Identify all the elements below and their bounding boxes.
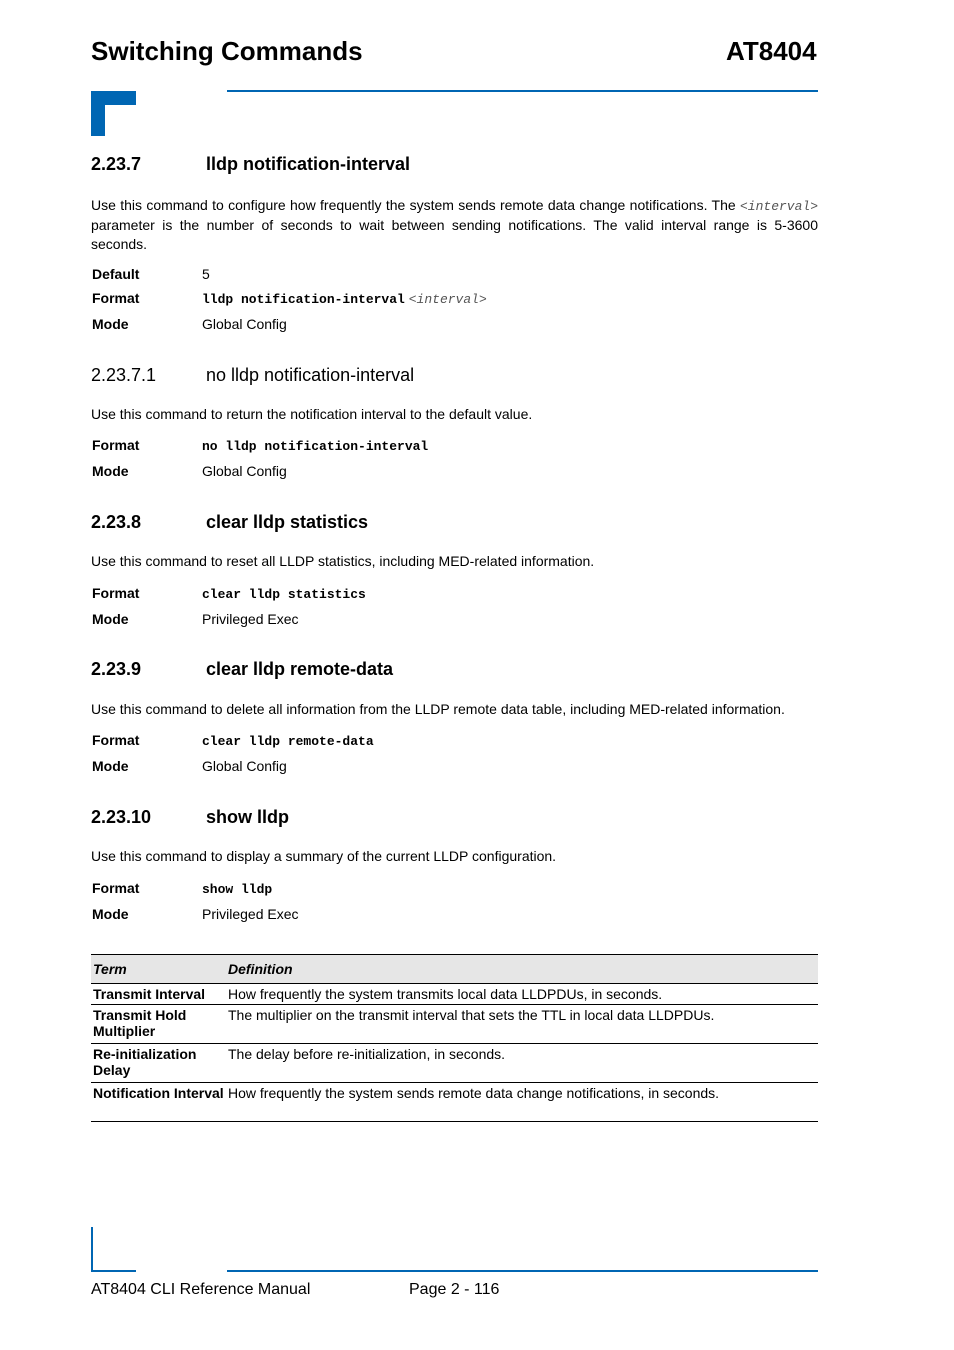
footer-page-number: Page 2 - 116 <box>409 1281 500 1298</box>
mode-value: Global Config <box>202 316 287 332</box>
command-details <box>92 433 818 483</box>
section-number: 2.23.8 <box>91 512 142 532</box>
section-description <box>91 196 818 254</box>
header-rule <box>227 90 818 92</box>
mode-label: Mode <box>92 316 129 332</box>
section-description: Use this command to delete all information from the LLDP remote data table, including MED-related information. <box>91 701 785 717</box>
section-description: Use this command to return the notification interval to the default value. <box>91 406 533 422</box>
mode-value: Global Config <box>202 758 287 774</box>
section-number: 2.23.9 <box>91 659 142 679</box>
footer-rule <box>227 1270 818 1272</box>
corner-mark-horizontal <box>91 91 136 105</box>
term-cell: Transmit Hold Multiplier <box>91 1005 226 1044</box>
mode-label: Mode <box>92 758 129 774</box>
command-details <box>92 876 818 926</box>
section-heading-2-23-10 <box>91 807 289 828</box>
definitions-table <box>91 954 818 1122</box>
format-command: clear lldp remote-data <box>202 734 374 749</box>
mode-value: Privileged Exec <box>202 611 299 627</box>
section-number: 2.23.10 <box>91 807 152 827</box>
format-command: show lldp <box>202 882 273 897</box>
section-title: lldp notification-interval <box>206 154 411 174</box>
section-title: clear lldp remote-data <box>206 659 394 679</box>
section-heading-2-23-7 <box>91 154 410 175</box>
format-label: Format <box>92 880 140 896</box>
format-command: no lldp notification-interval <box>202 439 429 454</box>
format-label: Format <box>92 585 140 601</box>
table-row <box>91 984 818 1005</box>
column-header-definition: Definition <box>226 955 818 984</box>
section-title: show lldp <box>206 807 289 827</box>
desc-text: Use this command to configure how frequently the system sends remote data change notifications. The <box>91 197 740 213</box>
section-title: clear lldp statistics <box>206 512 369 532</box>
term-cell: Transmit Interval <box>91 984 226 1005</box>
definition-cell: The multiplier on the transmit interval that sets the TTL in local data LLDPDUs. <box>226 1005 818 1044</box>
mode-value: Global Config <box>202 463 287 479</box>
section-heading-2-23-8 <box>91 512 368 533</box>
format-command: clear lldp statistics <box>202 587 366 602</box>
table-header-row <box>91 955 818 984</box>
section-description: Use this command to reset all LLDP statistics, including MED-related information. <box>91 553 595 569</box>
table-row <box>91 1044 818 1083</box>
section-title: no lldp notification-interval <box>206 365 415 385</box>
command-details <box>92 262 818 336</box>
table-row <box>91 1083 818 1122</box>
term-cell: Notification Interval <box>91 1083 226 1122</box>
section-heading-2-23-7-1 <box>91 365 414 386</box>
footer-corner-vertical <box>91 1227 93 1272</box>
default-value: 5 <box>202 266 210 282</box>
mode-value: Privileged Exec <box>202 906 299 922</box>
format-label: Format <box>92 437 140 453</box>
desc-text: parameter is the number of seconds to wait between sending notifications. The valid interval range is 5-3600 seconds. <box>91 217 818 252</box>
interval-param: <interval> <box>739 199 818 214</box>
definition-cell: How frequently the system sends remote data change notifications, in seconds. <box>226 1083 818 1122</box>
section-number: 2.23.7 <box>91 154 142 174</box>
mode-label: Mode <box>92 906 129 922</box>
footer-corner-horizontal <box>91 1270 136 1272</box>
term-cell: Re-initialization Delay <box>91 1044 226 1083</box>
mode-label: Mode <box>92 463 129 479</box>
header-title: Switching Commands <box>91 36 363 66</box>
format-label: Format <box>92 290 140 306</box>
table-row <box>91 1005 818 1044</box>
mode-label: Mode <box>92 611 129 627</box>
section-heading-2-23-9 <box>91 659 393 680</box>
command-details <box>92 581 818 631</box>
header-product: AT8404 <box>726 36 817 66</box>
command-details <box>92 728 818 778</box>
footer-manual-title: AT8404 CLI Reference Manual <box>91 1281 311 1298</box>
column-header-term: Term <box>91 955 226 984</box>
section-description: Use this command to display a summary of the current LLDP configuration. <box>91 848 557 864</box>
definition-cell: The delay before re-initialization, in seconds. <box>226 1044 818 1083</box>
default-label: Default <box>92 266 140 282</box>
format-label: Format <box>92 732 140 748</box>
section-number: 2.23.7.1 <box>91 365 157 385</box>
definition-cell: How frequently the system transmits local data LLDPDUs, in seconds. <box>226 984 818 1005</box>
format-command: lldp notification-interval <box>202 292 405 307</box>
format-param: <interval> <box>408 292 487 307</box>
